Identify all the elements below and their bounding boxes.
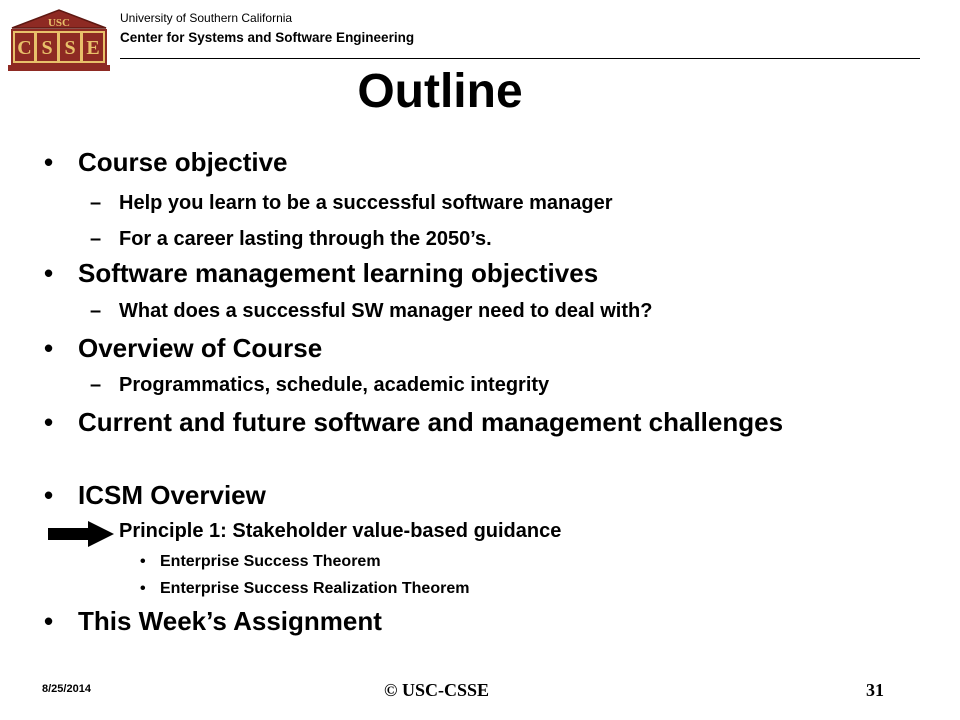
bullet-marker: • (44, 333, 54, 363)
logo-letter-4: E (86, 37, 100, 59)
bullet-text: Overview of Course (78, 333, 323, 363)
bullet-marker: • (44, 147, 54, 177)
bullet-text: This Week’s Assignment (78, 606, 382, 636)
footer-date: 8/25/2014 (42, 683, 91, 695)
sub-bullet-text: Principle 1: Stakeholder value-based guidance (119, 520, 562, 542)
dash-marker: – (90, 192, 102, 214)
bullet-text: ICSM Overview (78, 480, 266, 510)
logo-roof-text: USC (47, 17, 71, 29)
sub-sub-bullet-text: Enterprise Success Theorem (160, 553, 381, 570)
bullet-marker: • (44, 258, 54, 288)
sub-bullet-text: What does a successful SW manager need to deal with? (119, 300, 653, 322)
sub-sub-bullet-text: Enterprise Success Realization Theorem (160, 580, 470, 597)
sub-bullet-text: For a career lasting through the 2050’s. (119, 228, 492, 250)
bullet-marker: • (140, 553, 146, 570)
bullet-text: Software management learning objectives (78, 258, 599, 288)
logo-letter-1: C (17, 37, 32, 59)
bullet-marker: • (44, 407, 54, 437)
bullet-marker: • (44, 606, 54, 636)
page-number: 31 (866, 680, 884, 700)
sub-bullet-text: Programmatics, schedule, academic integrity (119, 374, 550, 396)
bullet-text: Course objective (78, 147, 288, 177)
bullet-marker: • (44, 480, 54, 510)
dash-marker: – (90, 374, 102, 396)
dash-marker: – (90, 228, 102, 250)
center-name: Center for Systems and Software Engineering (120, 30, 415, 45)
sub-bullet-text: Help you learn to be a successful software manager (119, 192, 613, 214)
bullet-marker: • (140, 580, 146, 597)
right-arrow-icon (48, 521, 114, 547)
logo-letter-2: S (41, 37, 53, 59)
logo-letter-3: S (64, 37, 76, 59)
dash-marker: – (90, 300, 102, 322)
university-name: University of Southern California (120, 11, 293, 25)
bullet-text: Current and future software and management challenges (78, 407, 784, 437)
footer-copyright: © USC-CSSE (384, 680, 489, 700)
slide-title: Outline (357, 65, 523, 118)
